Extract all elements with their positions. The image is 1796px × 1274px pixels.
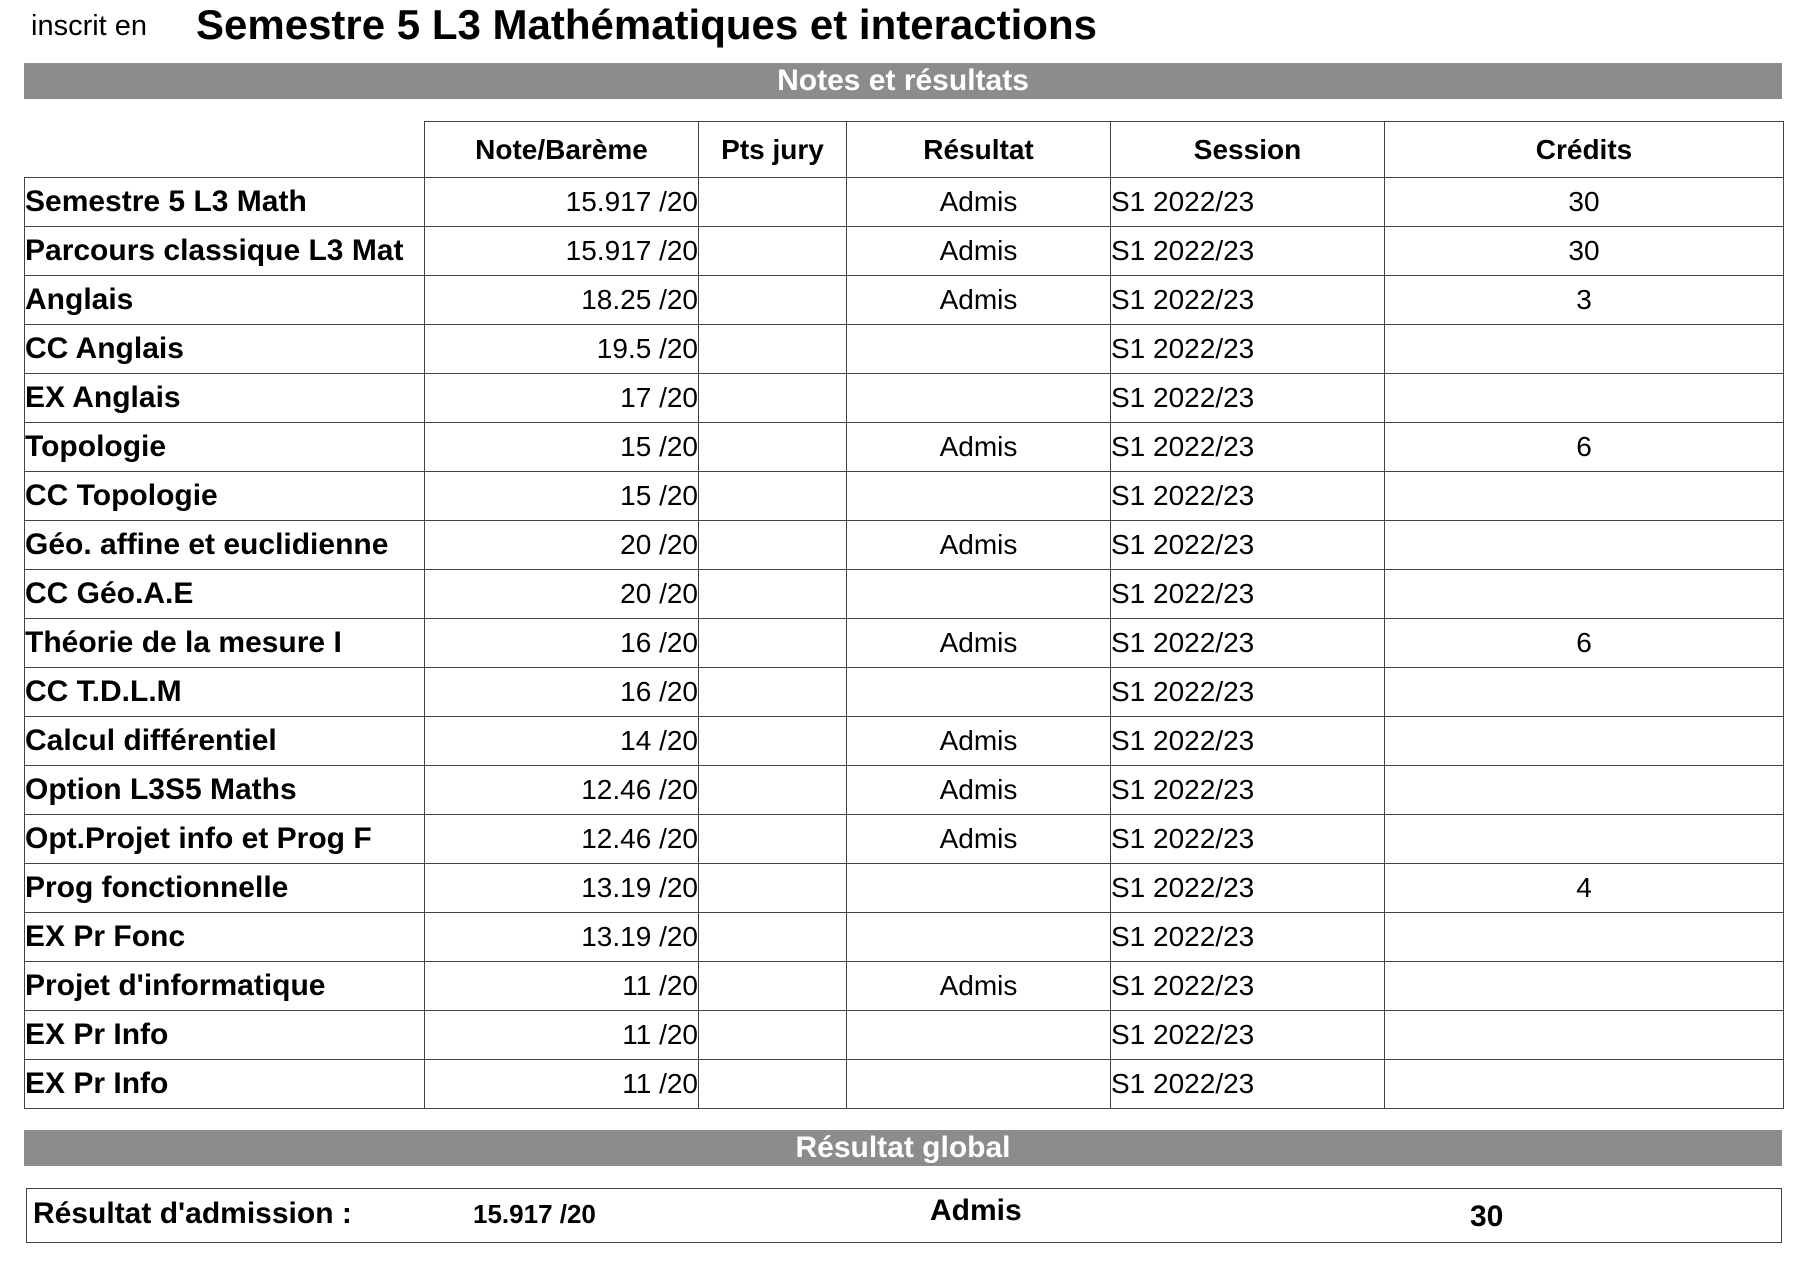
table-row — [25, 570, 1784, 619]
course-label: CC T.D.L.M — [25, 668, 425, 717]
course-credits — [1385, 668, 1784, 717]
course-note: 15.917 /20 — [425, 227, 699, 276]
table-row — [25, 276, 1784, 325]
course-session: S1 2022/23 — [1111, 374, 1385, 423]
course-session: S1 2022/23 — [1111, 913, 1385, 962]
course-result — [847, 374, 1111, 423]
course-note: 13.19 /20 — [425, 864, 699, 913]
table-row — [25, 668, 1784, 717]
course-credits — [1385, 1060, 1784, 1109]
course-note: 11 /20 — [425, 962, 699, 1011]
header-blank-cell — [25, 122, 425, 178]
global-result-label: Résultat d'admission : — [33, 1197, 352, 1230]
global-result-status: Admis — [930, 1194, 1022, 1227]
course-label: CC Topologie — [25, 472, 425, 521]
table-row — [25, 913, 1784, 962]
table-row — [25, 423, 1784, 472]
course-pts-jury — [699, 472, 847, 521]
table-row — [25, 374, 1784, 423]
course-result: Admis — [847, 227, 1111, 276]
course-result — [847, 913, 1111, 962]
course-session: S1 2022/23 — [1111, 325, 1385, 374]
course-pts-jury — [699, 766, 847, 815]
course-result: Admis — [847, 423, 1111, 472]
course-credits: 4 — [1385, 864, 1784, 913]
global-result-box — [26, 1188, 1782, 1243]
table-row — [25, 864, 1784, 913]
course-label: Théorie de la mesure I — [25, 619, 425, 668]
table-row — [25, 472, 1784, 521]
global-result-credits: 30 — [1470, 1200, 1504, 1233]
course-credits — [1385, 962, 1784, 1011]
course-credits — [1385, 1011, 1784, 1060]
course-note: 20 /20 — [425, 570, 699, 619]
course-credits — [1385, 521, 1784, 570]
course-credits — [1385, 570, 1784, 619]
course-label: Géo. affine et euclidienne — [25, 521, 425, 570]
course-note: 15 /20 — [425, 423, 699, 472]
course-result — [847, 325, 1111, 374]
course-pts-jury — [699, 962, 847, 1011]
table-row — [25, 962, 1784, 1011]
course-pts-jury — [699, 374, 847, 423]
course-label: Parcours classique L3 Mat — [25, 227, 425, 276]
course-note: 20 /20 — [425, 521, 699, 570]
table-row — [25, 815, 1784, 864]
course-label: Semestre 5 L3 Math — [25, 178, 425, 227]
course-label: CC Anglais — [25, 325, 425, 374]
course-pts-jury — [699, 227, 847, 276]
course-session: S1 2022/23 — [1111, 1060, 1385, 1109]
table-row — [25, 521, 1784, 570]
course-credits — [1385, 913, 1784, 962]
course-pts-jury — [699, 1060, 847, 1109]
course-label: Option L3S5 Maths — [25, 766, 425, 815]
global-result-note: 15.917 /20 — [473, 1199, 596, 1229]
course-note: 18.25 /20 — [425, 276, 699, 325]
course-session: S1 2022/23 — [1111, 1011, 1385, 1060]
course-label: Opt.Projet info et Prog F — [25, 815, 425, 864]
course-session: S1 2022/23 — [1111, 570, 1385, 619]
course-note: 13.19 /20 — [425, 913, 699, 962]
course-session: S1 2022/23 — [1111, 423, 1385, 472]
program-title: Semestre 5 L3 Mathématiques et interactions — [196, 1, 1097, 48]
course-result — [847, 864, 1111, 913]
page-header — [0, 0, 1796, 60]
course-credits — [1385, 374, 1784, 423]
course-note: 14 /20 — [425, 717, 699, 766]
course-result: Admis — [847, 521, 1111, 570]
course-label: Topologie — [25, 423, 425, 472]
course-credits — [1385, 717, 1784, 766]
course-note: 19.5 /20 — [425, 325, 699, 374]
course-session: S1 2022/23 — [1111, 962, 1385, 1011]
column-header-note: Note/Barème — [425, 122, 699, 178]
course-result — [847, 1060, 1111, 1109]
table-row — [25, 227, 1784, 276]
course-note: 12.46 /20 — [425, 815, 699, 864]
course-note: 15.917 /20 — [425, 178, 699, 227]
course-pts-jury — [699, 178, 847, 227]
course-pts-jury — [699, 717, 847, 766]
course-result: Admis — [847, 717, 1111, 766]
course-result — [847, 472, 1111, 521]
course-credits: 3 — [1385, 276, 1784, 325]
table-row — [25, 325, 1784, 374]
course-session: S1 2022/23 — [1111, 619, 1385, 668]
course-session: S1 2022/23 — [1111, 276, 1385, 325]
course-label: Projet d'informatique — [25, 962, 425, 1011]
table-row — [25, 766, 1784, 815]
course-label: EX Pr Info — [25, 1060, 425, 1109]
course-pts-jury — [699, 913, 847, 962]
course-credits — [1385, 325, 1784, 374]
table-row — [25, 1011, 1784, 1060]
notes-section-title: Notes et résultats — [24, 63, 1782, 99]
course-credits: 30 — [1385, 227, 1784, 276]
grades-table — [24, 121, 1784, 1109]
course-session: S1 2022/23 — [1111, 521, 1385, 570]
course-label: Prog fonctionnelle — [25, 864, 425, 913]
table-row — [25, 619, 1784, 668]
course-credits: 30 — [1385, 178, 1784, 227]
course-pts-jury — [699, 864, 847, 913]
course-session: S1 2022/23 — [1111, 472, 1385, 521]
course-pts-jury — [699, 668, 847, 717]
course-credits — [1385, 815, 1784, 864]
course-session: S1 2022/23 — [1111, 717, 1385, 766]
course-pts-jury — [699, 521, 847, 570]
course-credits: 6 — [1385, 423, 1784, 472]
course-pts-jury — [699, 1011, 847, 1060]
table-row — [25, 717, 1784, 766]
course-result — [847, 570, 1111, 619]
course-result: Admis — [847, 766, 1111, 815]
course-label: EX Pr Fonc — [25, 913, 425, 962]
course-pts-jury — [699, 325, 847, 374]
course-credits — [1385, 766, 1784, 815]
course-session: S1 2022/23 — [1111, 815, 1385, 864]
course-label: EX Anglais — [25, 374, 425, 423]
course-note: 17 /20 — [425, 374, 699, 423]
course-note: 11 /20 — [425, 1011, 699, 1060]
course-pts-jury — [699, 570, 847, 619]
course-session: S1 2022/23 — [1111, 864, 1385, 913]
table-row — [25, 178, 1784, 227]
course-label: Anglais — [25, 276, 425, 325]
course-result: Admis — [847, 815, 1111, 864]
table-row — [25, 1060, 1784, 1109]
course-note: 12.46 /20 — [425, 766, 699, 815]
column-header-result: Résultat — [847, 122, 1111, 178]
course-result: Admis — [847, 178, 1111, 227]
course-session: S1 2022/23 — [1111, 227, 1385, 276]
course-label: Calcul différentiel — [25, 717, 425, 766]
course-credits: 6 — [1385, 619, 1784, 668]
course-label: EX Pr Info — [25, 1011, 425, 1060]
course-session: S1 2022/23 — [1111, 766, 1385, 815]
course-credits — [1385, 472, 1784, 521]
course-note: 16 /20 — [425, 668, 699, 717]
course-result: Admis — [847, 962, 1111, 1011]
inscrit-label: inscrit en — [31, 10, 148, 42]
global-section-title: Résultat global — [24, 1130, 1782, 1166]
column-header-pts-jury: Pts jury — [699, 122, 847, 178]
course-result: Admis — [847, 619, 1111, 668]
course-pts-jury — [699, 815, 847, 864]
course-note: 15 /20 — [425, 472, 699, 521]
course-note: 11 /20 — [425, 1060, 699, 1109]
course-session: S1 2022/23 — [1111, 668, 1385, 717]
course-result — [847, 1011, 1111, 1060]
course-pts-jury — [699, 423, 847, 472]
course-note: 16 /20 — [425, 619, 699, 668]
course-label: CC Géo.A.E — [25, 570, 425, 619]
course-result: Admis — [847, 276, 1111, 325]
column-header-credits: Crédits — [1385, 122, 1784, 178]
course-result — [847, 668, 1111, 717]
course-pts-jury — [699, 276, 847, 325]
table-header-row — [25, 122, 1784, 178]
course-session: S1 2022/23 — [1111, 178, 1385, 227]
column-header-session: Session — [1111, 122, 1385, 178]
course-pts-jury — [699, 619, 847, 668]
